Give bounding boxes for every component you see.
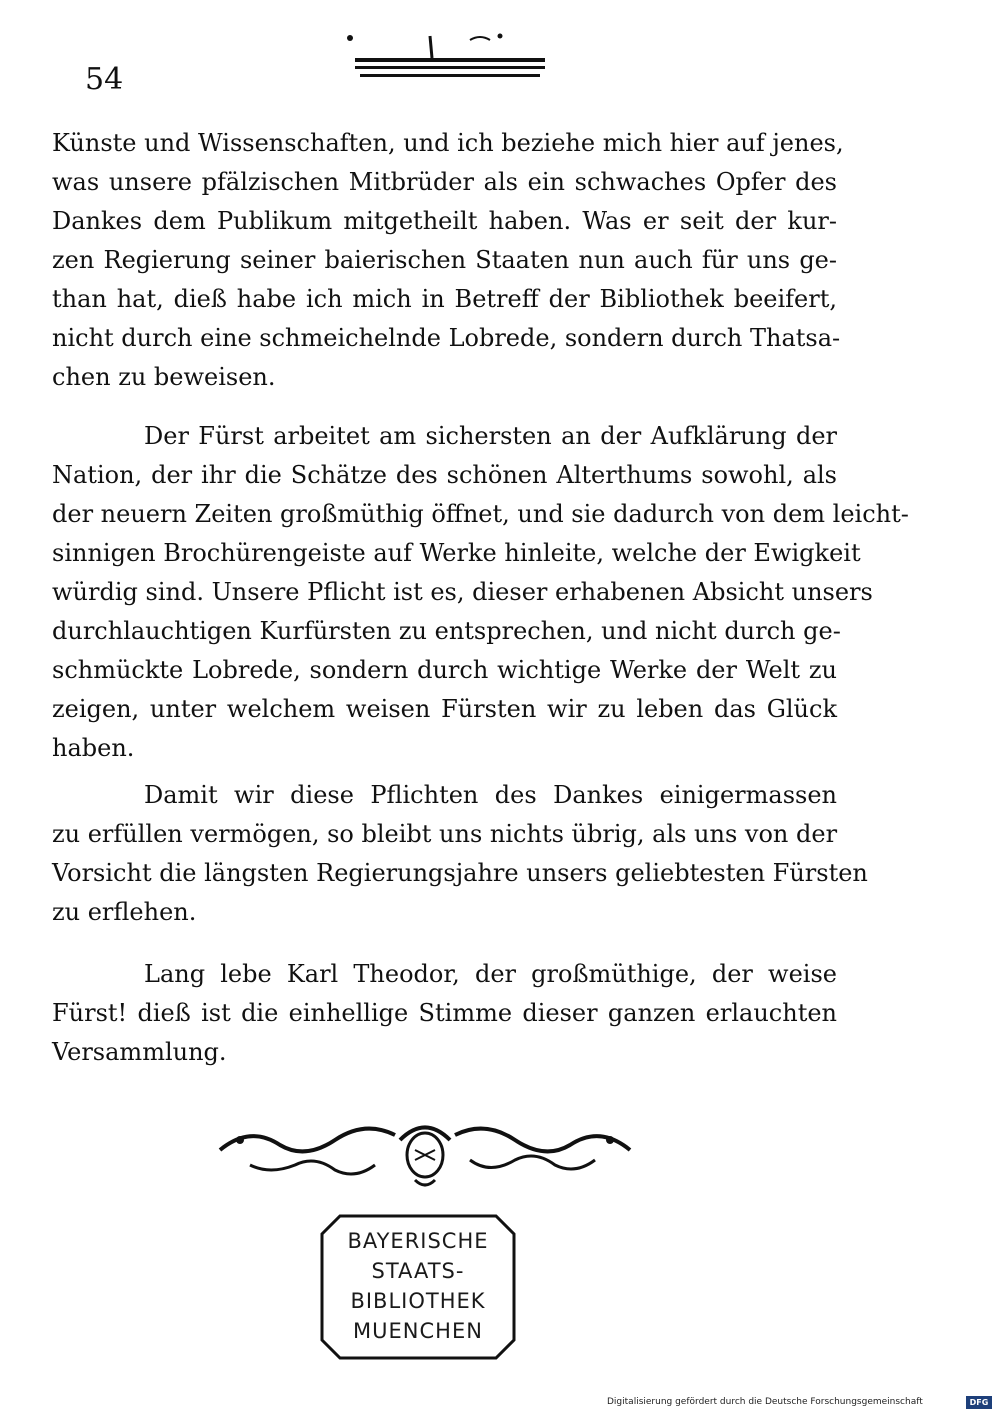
paragraph-3 bbox=[52, 776, 868, 932]
text-line: Nation, der ihr die Schätze des schönen Alterthums sowohl, als bbox=[52, 461, 837, 489]
text-line: würdig sind. Unsere Pflicht ist es, dieser erhabenen Absicht unsers bbox=[52, 578, 873, 606]
stamp-line: BAYERISCHE bbox=[347, 1229, 489, 1253]
stamp-line: STAATS- bbox=[371, 1259, 465, 1283]
text-line: zeigen, unter welchem weisen Fürsten wir zu leben das Glück bbox=[52, 695, 837, 723]
library-stamp bbox=[318, 1212, 518, 1362]
text-line: than hat, dieß habe ich mich in Betreff der Bibliothek beeifert, bbox=[52, 285, 837, 313]
text-line: Versammlung. bbox=[52, 1038, 227, 1066]
text-line: Der Fürst arbeitet am sichersten an der Aufklärung der bbox=[144, 422, 837, 450]
header-ornament bbox=[320, 28, 560, 83]
tailpiece-ornament bbox=[210, 1110, 640, 1195]
paragraph-2 bbox=[52, 417, 909, 768]
dfg-logo: DFG bbox=[966, 1396, 992, 1409]
page-number: 54 bbox=[85, 62, 124, 97]
stamp-line: MUENCHEN bbox=[353, 1319, 483, 1343]
text-line: Vorsicht die längsten Regierungsjahre unsers geliebtesten Fürsten bbox=[52, 859, 868, 887]
text-line: nicht durch eine schmeichelnde Lobrede, sondern durch Thatsa- bbox=[52, 324, 841, 352]
stamp-line: BIBLIOTHEK bbox=[350, 1289, 486, 1313]
text-line: Dankes dem Publikum mitgetheilt haben. Was er seit der kur- bbox=[52, 207, 837, 235]
text-line: zu erflehen. bbox=[52, 898, 197, 926]
text-line: zu erfüllen vermögen, so bleibt uns nichts übrig, als uns von der bbox=[52, 820, 838, 848]
text-line: schmückte Lobrede, sondern durch wichtige Werke der Welt zu bbox=[52, 656, 837, 684]
text-line: Künste und Wissenschaften, und ich beziehe mich hier auf jenes, bbox=[52, 129, 844, 157]
text-line: Damit wir diese Pflichten des Dankes einigermassen bbox=[144, 781, 837, 809]
text-line: sinnigen Brochürengeiste auf Werke hinleite, welche der Ewigkeit bbox=[52, 539, 861, 567]
text-line: Lang lebe Karl Theodor, der großmüthige, der weise bbox=[144, 960, 837, 988]
text-line: der neuern Zeiten großmüthig öffnet, und sie dadurch von dem leicht- bbox=[52, 500, 909, 528]
text-line: was unsere pfälzischen Mitbrüder als ein schwaches Opfer des bbox=[52, 168, 837, 196]
paragraph-4 bbox=[52, 955, 837, 1072]
digitization-credit: Digitalisierung gefördert durch die Deutsche Forschungsgemeinschaft bbox=[607, 1397, 923, 1407]
text-line: Fürst! dieß ist die einhellige Stimme dieser ganzen erlauchten bbox=[52, 999, 837, 1027]
text-line: haben. bbox=[52, 734, 135, 762]
text-line: zen Regierung seiner baierischen Staaten nun auch für uns ge- bbox=[52, 246, 837, 274]
text-line: durchlauchtigen Kurfürsten zu entsprechen, und nicht durch ge- bbox=[52, 617, 841, 645]
text-line: chen zu beweisen. bbox=[52, 363, 276, 391]
paragraph-1 bbox=[52, 124, 844, 397]
